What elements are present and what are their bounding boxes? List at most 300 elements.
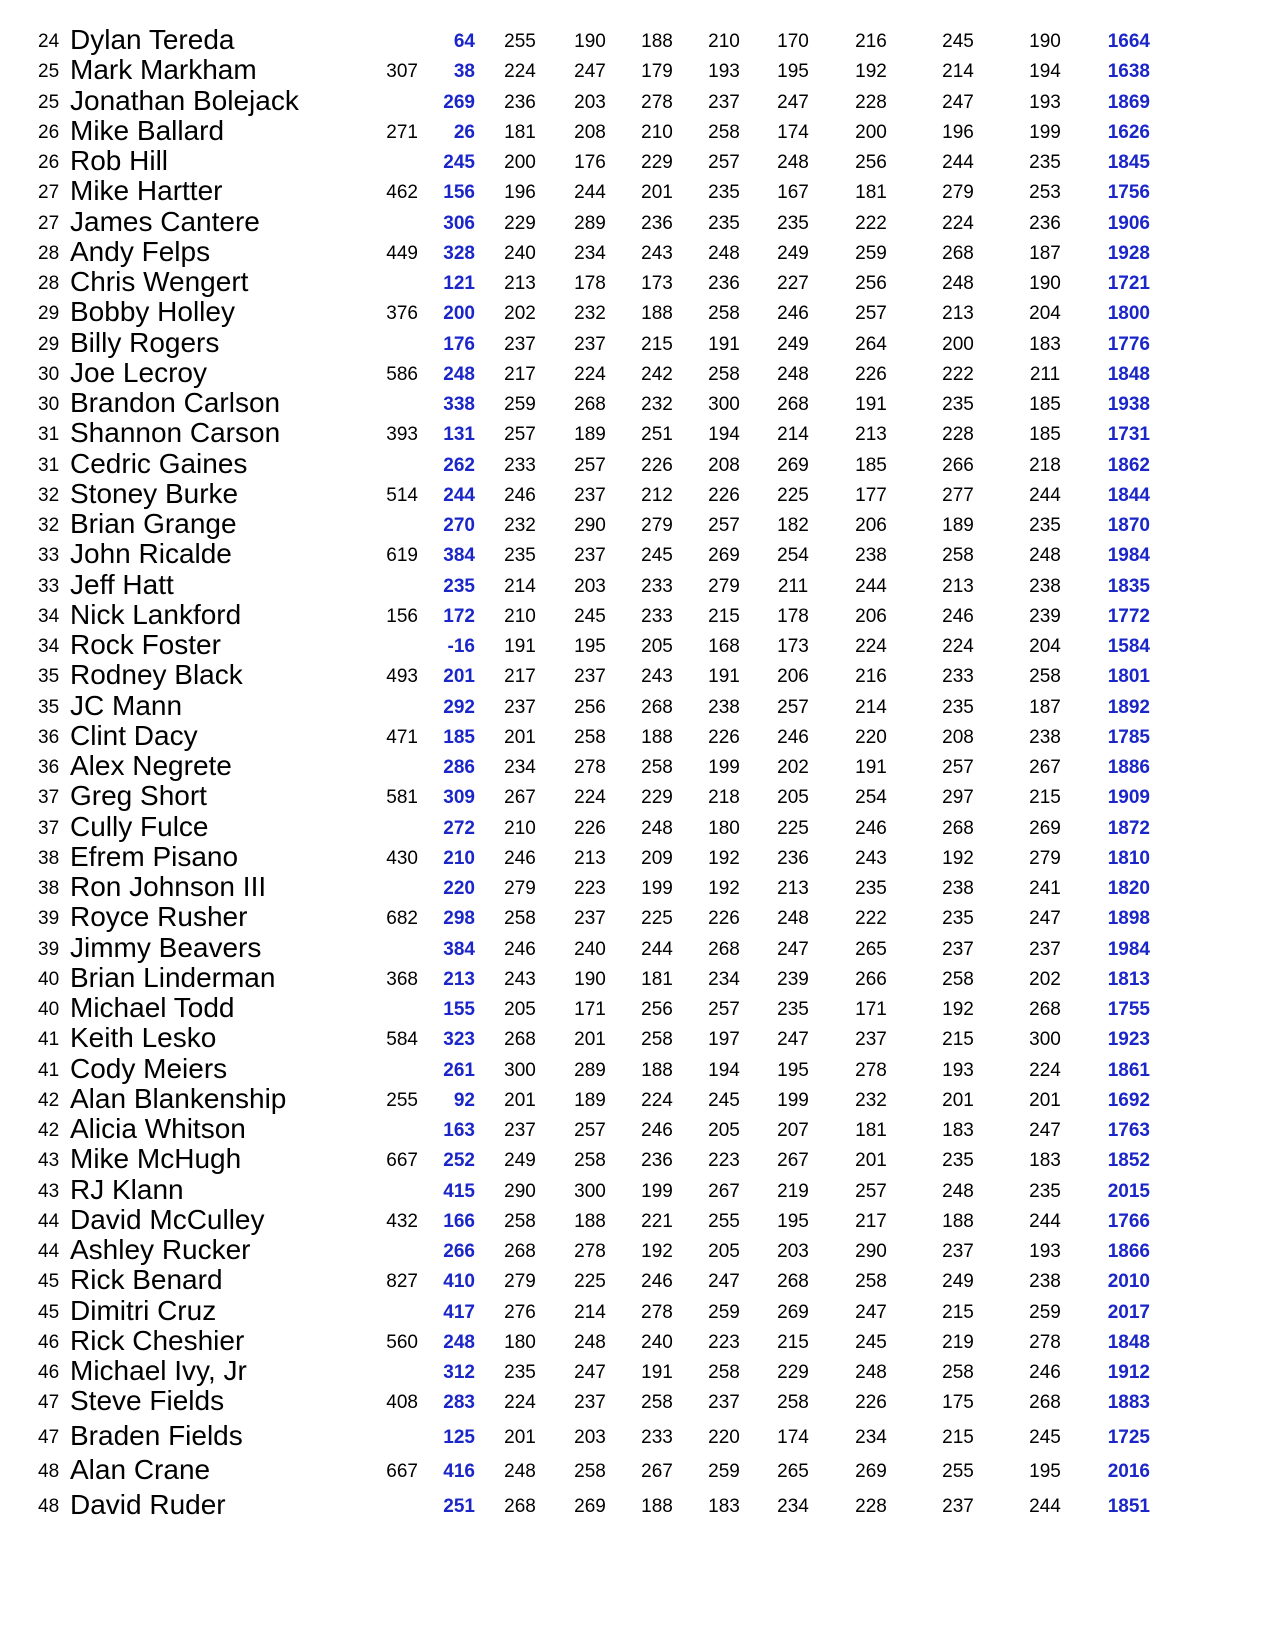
- team-number: 35: [38, 696, 60, 718]
- table-row: [0, 992, 1275, 1025]
- game-score: 201: [504, 726, 536, 748]
- handicap: 248: [443, 1331, 475, 1353]
- game-score: 237: [1029, 938, 1061, 960]
- game-score: 201: [942, 1089, 974, 1111]
- game-score: 246: [777, 726, 809, 748]
- game-score: 278: [641, 91, 673, 113]
- total-score: 1928: [1107, 242, 1150, 264]
- game-score: 192: [942, 999, 974, 1020]
- game-score: 237: [942, 1495, 974, 1517]
- game-score: 258: [708, 363, 740, 385]
- team-number: 47: [38, 1392, 60, 1414]
- game-score: 244: [641, 938, 673, 960]
- bowler-name: Bobby Holley: [70, 296, 235, 328]
- game-score: 245: [942, 31, 974, 52]
- total-score: 1721: [1107, 273, 1150, 294]
- game-score: 248: [641, 817, 673, 839]
- game-score: 180: [504, 1331, 536, 1353]
- team-number: 28: [38, 273, 60, 294]
- game-score: 220: [708, 1426, 740, 1448]
- game-score: 191: [855, 394, 887, 415]
- game-score: 278: [574, 757, 606, 778]
- game-score: 237: [504, 696, 536, 718]
- game-score: 223: [708, 1150, 740, 1172]
- table-row: [0, 1052, 1275, 1086]
- pair-handicap: 307: [386, 61, 418, 83]
- game-score: 232: [641, 394, 673, 415]
- game-score: 203: [574, 575, 606, 597]
- total-score: 1851: [1107, 1495, 1150, 1517]
- game-score: 201: [574, 1029, 606, 1051]
- game-score: 267: [641, 1461, 673, 1483]
- table-row: [0, 961, 1275, 995]
- game-score: 224: [574, 363, 606, 385]
- table-row: [0, 598, 1275, 632]
- game-score: 178: [777, 605, 809, 627]
- game-score: 215: [1029, 787, 1061, 809]
- team-number: 39: [38, 938, 60, 960]
- team-number: 48: [38, 1461, 60, 1483]
- table-row: [0, 901, 1275, 934]
- game-score: 199: [641, 1180, 673, 1202]
- table-row: [0, 1294, 1275, 1328]
- bowler-name: Alan Blankenship: [70, 1082, 287, 1114]
- game-score: 201: [1029, 1089, 1061, 1111]
- game-score: 202: [504, 303, 536, 325]
- game-score: 213: [855, 424, 887, 446]
- table-row: [0, 1324, 1275, 1358]
- game-score: 220: [855, 726, 887, 748]
- game-score: 226: [574, 817, 606, 839]
- game-score: 235: [708, 212, 740, 234]
- game-score: 246: [1029, 1362, 1061, 1383]
- game-score: 235: [1029, 152, 1061, 173]
- game-score: 202: [777, 757, 809, 778]
- game-score: 185: [1029, 394, 1061, 415]
- game-score: 181: [855, 1120, 887, 1141]
- total-score: 1731: [1107, 424, 1150, 446]
- game-score: 208: [574, 121, 606, 143]
- bowler-name: Rick Cheshier: [70, 1324, 245, 1356]
- game-score: 201: [855, 1150, 887, 1172]
- game-score: 258: [641, 1029, 673, 1051]
- handicap: 416: [443, 1461, 475, 1483]
- total-score: 1848: [1107, 1331, 1150, 1353]
- total-score: 2010: [1107, 1271, 1150, 1293]
- game-score: 248: [574, 1331, 606, 1353]
- table-row: [0, 1454, 1275, 1487]
- game-score: 249: [504, 1150, 536, 1172]
- game-score: 246: [504, 938, 536, 960]
- total-score: 1772: [1107, 605, 1150, 627]
- game-score: 237: [942, 938, 974, 960]
- total-score: 1692: [1107, 1089, 1150, 1111]
- table-row: [0, 538, 1275, 571]
- team-number: 42: [38, 1120, 60, 1141]
- game-score: 194: [708, 424, 740, 446]
- game-score: 254: [777, 545, 809, 567]
- game-score: 246: [641, 1120, 673, 1141]
- game-score: 235: [942, 696, 974, 718]
- game-score: 210: [641, 121, 673, 143]
- game-score: 245: [641, 545, 673, 567]
- total-score: 1813: [1107, 968, 1150, 990]
- game-score: 206: [855, 515, 887, 536]
- game-score: 226: [708, 484, 740, 506]
- pair-handicap: 462: [386, 182, 418, 204]
- game-score: 267: [777, 1150, 809, 1172]
- game-score: 238: [708, 696, 740, 718]
- total-score: 1848: [1107, 363, 1150, 385]
- bowler-name: Mark Markham: [70, 54, 257, 86]
- game-score: 213: [942, 575, 974, 597]
- bowler-name: Greg Short: [70, 780, 207, 812]
- game-score: 257: [708, 152, 740, 173]
- handicap: 166: [443, 1210, 475, 1232]
- pair-handicap: 449: [386, 242, 418, 264]
- game-score: 229: [504, 212, 536, 234]
- table-row: [0, 1355, 1275, 1388]
- team-number: 42: [38, 1089, 60, 1111]
- team-number: 43: [38, 1180, 60, 1202]
- handicap: 262: [443, 454, 475, 476]
- game-score: 204: [1029, 303, 1061, 325]
- game-score: 247: [942, 91, 974, 113]
- game-score: 265: [777, 1461, 809, 1483]
- bowler-name: Mike Ballard: [70, 114, 225, 146]
- game-score: 211: [1029, 363, 1061, 385]
- table-row: [0, 175, 1275, 208]
- game-score: 179: [641, 61, 673, 83]
- game-score: 238: [1029, 1271, 1061, 1293]
- team-number: 34: [38, 636, 60, 657]
- total-score: 1725: [1107, 1426, 1150, 1448]
- game-score: 279: [504, 878, 536, 899]
- game-score: 266: [855, 968, 887, 990]
- bowler-name: Cedric Gaines: [70, 447, 248, 479]
- game-score: 213: [574, 847, 606, 869]
- game-score: 245: [574, 605, 606, 627]
- handicap: 200: [443, 303, 475, 325]
- table-row: [0, 1234, 1275, 1267]
- total-score: 1852: [1107, 1150, 1150, 1172]
- game-score: 203: [777, 1241, 809, 1262]
- handicap: 417: [443, 1301, 475, 1323]
- game-score: 258: [574, 1461, 606, 1483]
- team-number: 38: [38, 878, 60, 899]
- handicap: 312: [443, 1362, 475, 1383]
- game-score: 277: [942, 484, 974, 506]
- game-score: 202: [1029, 968, 1061, 990]
- game-score: 269: [855, 1461, 887, 1483]
- table-row: [0, 145, 1275, 178]
- bowler-name: Ashley Rucker: [70, 1234, 251, 1265]
- game-score: 279: [641, 515, 673, 536]
- table-row: [0, 84, 1275, 118]
- total-score: 1898: [1107, 908, 1150, 930]
- total-score: 1664: [1107, 31, 1150, 52]
- game-score: 226: [855, 1392, 887, 1414]
- game-score: 257: [574, 454, 606, 476]
- bowler-name: Steve Fields: [70, 1385, 225, 1417]
- game-score: 257: [504, 424, 536, 446]
- table-row: [0, 1419, 1275, 1453]
- handicap: 220: [443, 878, 475, 899]
- game-score: 267: [1029, 757, 1061, 778]
- game-score: 247: [777, 1029, 809, 1051]
- game-score: 246: [641, 1271, 673, 1293]
- game-score: 258: [777, 1392, 809, 1414]
- handicap: 244: [443, 484, 475, 506]
- handicap: 176: [443, 333, 475, 355]
- game-score: 190: [574, 31, 606, 52]
- bowler-name: Cully Fulce: [70, 810, 209, 842]
- game-score: 195: [574, 636, 606, 657]
- game-score: 218: [708, 787, 740, 809]
- game-score: 200: [942, 333, 974, 355]
- game-score: 219: [942, 1331, 974, 1353]
- game-score: 253: [1029, 182, 1061, 204]
- total-score: 1892: [1107, 696, 1150, 718]
- table-row: [0, 871, 1275, 904]
- game-score: 244: [1029, 484, 1061, 506]
- game-score: 192: [855, 61, 887, 83]
- game-score: 183: [942, 1120, 974, 1141]
- handicap: 272: [443, 817, 475, 839]
- game-score: 224: [942, 636, 974, 657]
- bowler-name: RJ Klann: [70, 1173, 184, 1205]
- team-number: 36: [38, 757, 60, 778]
- game-score: 268: [708, 938, 740, 960]
- handicap: 292: [443, 696, 475, 718]
- game-score: 264: [855, 333, 887, 355]
- game-score: 199: [777, 1089, 809, 1111]
- team-number: 38: [38, 847, 60, 869]
- total-score: 1763: [1107, 1120, 1150, 1141]
- game-score: 183: [1029, 1150, 1061, 1172]
- game-score: 237: [574, 908, 606, 930]
- game-score: 258: [942, 968, 974, 990]
- total-score: 1584: [1107, 636, 1150, 657]
- game-score: 217: [504, 363, 536, 385]
- game-score: 257: [777, 696, 809, 718]
- game-score: 219: [777, 1180, 809, 1202]
- game-score: 235: [855, 878, 887, 899]
- game-score: 210: [504, 605, 536, 627]
- game-score: 189: [574, 424, 606, 446]
- game-score: 237: [574, 1392, 606, 1414]
- game-score: 234: [777, 1495, 809, 1517]
- game-score: 232: [504, 515, 536, 536]
- team-number: 32: [38, 515, 60, 536]
- game-score: 259: [855, 242, 887, 264]
- table-row: [0, 1264, 1275, 1297]
- team-number: 46: [38, 1362, 60, 1383]
- game-score: 233: [504, 454, 536, 476]
- game-score: 183: [1029, 333, 1061, 355]
- game-score: 195: [777, 1210, 809, 1232]
- game-score: 290: [504, 1180, 536, 1202]
- game-score: 188: [641, 1495, 673, 1517]
- game-score: 279: [504, 1271, 536, 1293]
- game-score: 235: [777, 999, 809, 1020]
- bowler-name: Brandon Carlson: [70, 387, 281, 418]
- game-score: 279: [1029, 847, 1061, 869]
- table-row: [0, 296, 1275, 329]
- table-row: [0, 931, 1275, 965]
- bowler-name: Brian Linderman: [70, 961, 276, 993]
- game-score: 223: [574, 878, 606, 899]
- game-score: 240: [504, 242, 536, 264]
- game-score: 300: [708, 394, 740, 415]
- handicap: 323: [443, 1029, 475, 1051]
- game-score: 269: [1029, 817, 1061, 839]
- game-score: 235: [942, 908, 974, 930]
- table-row: [0, 235, 1275, 269]
- bowler-name: Nick Lankford: [70, 598, 242, 630]
- game-score: 232: [574, 303, 606, 325]
- game-score: 174: [777, 1426, 809, 1448]
- team-number: 27: [38, 182, 60, 204]
- pair-handicap: 667: [386, 1461, 418, 1483]
- team-number: 36: [38, 726, 60, 748]
- game-score: 215: [942, 1426, 974, 1448]
- bowler-name: John Ricalde: [70, 538, 232, 570]
- game-score: 244: [574, 182, 606, 204]
- handicap: 185: [443, 726, 475, 748]
- game-score: 268: [942, 242, 974, 264]
- game-score: 222: [942, 363, 974, 385]
- game-score: 206: [777, 666, 809, 688]
- handicap: 201: [443, 666, 475, 688]
- game-score: 236: [641, 212, 673, 234]
- game-score: 235: [504, 545, 536, 567]
- game-score: 300: [574, 1180, 606, 1202]
- game-score: 268: [1029, 1392, 1061, 1414]
- game-score: 235: [777, 212, 809, 234]
- pair-handicap: 376: [386, 303, 418, 325]
- game-score: 224: [942, 212, 974, 234]
- total-score: 1766: [1107, 1210, 1150, 1232]
- pair-handicap: 408: [386, 1392, 418, 1414]
- handicap: 338: [443, 394, 475, 415]
- game-score: 237: [708, 1392, 740, 1414]
- game-score: 200: [504, 152, 536, 173]
- team-number: 29: [38, 303, 60, 325]
- game-score: 300: [504, 1059, 536, 1081]
- game-score: 228: [855, 91, 887, 113]
- table-row: [0, 447, 1275, 481]
- game-score: 290: [574, 515, 606, 536]
- game-score: 278: [574, 1241, 606, 1262]
- game-score: 190: [1029, 273, 1061, 294]
- game-score: 189: [574, 1089, 606, 1111]
- game-score: 233: [641, 1426, 673, 1448]
- game-score: 236: [777, 847, 809, 869]
- bowler-name: Alan Crane: [70, 1454, 211, 1486]
- pair-handicap: 432: [386, 1210, 418, 1232]
- game-score: 247: [1029, 1120, 1061, 1141]
- table-row: [0, 326, 1275, 360]
- game-score: 193: [1029, 91, 1061, 113]
- game-score: 242: [641, 363, 673, 385]
- game-score: 235: [1029, 515, 1061, 536]
- team-number: 32: [38, 484, 60, 506]
- game-score: 248: [708, 242, 740, 264]
- game-score: 234: [504, 757, 536, 778]
- game-score: 269: [777, 1301, 809, 1323]
- game-score: 258: [574, 1150, 606, 1172]
- game-score: 210: [504, 817, 536, 839]
- game-score: 258: [641, 1392, 673, 1414]
- table-row: [0, 810, 1275, 844]
- game-score: 239: [777, 968, 809, 990]
- bowler-name: Mike Hartter: [70, 175, 223, 207]
- game-score: 233: [641, 575, 673, 597]
- game-score: 243: [855, 847, 887, 869]
- game-score: 248: [777, 363, 809, 385]
- table-row: [0, 1143, 1275, 1176]
- game-score: 191: [504, 636, 536, 657]
- handicap: 213: [443, 968, 475, 990]
- game-score: 279: [708, 575, 740, 597]
- total-score: 1820: [1107, 878, 1150, 899]
- bowler-name: Chris Wengert: [70, 266, 249, 297]
- game-score: 195: [777, 61, 809, 83]
- game-score: 167: [777, 182, 809, 204]
- team-number: 24: [38, 31, 60, 52]
- game-score: 191: [855, 757, 887, 778]
- game-score: 235: [942, 394, 974, 415]
- game-score: 245: [708, 1089, 740, 1111]
- team-number: 26: [38, 121, 60, 143]
- handicap: 251: [443, 1495, 475, 1517]
- game-score: 191: [708, 666, 740, 688]
- handicap: 415: [443, 1180, 475, 1202]
- game-score: 251: [641, 424, 673, 446]
- pair-handicap: 682: [386, 908, 418, 930]
- game-score: 241: [1029, 878, 1061, 899]
- handicap: 410: [443, 1271, 475, 1293]
- game-score: 196: [942, 121, 974, 143]
- bowler-name: Jeff Hatt: [70, 568, 174, 600]
- table-row: [0, 1082, 1275, 1116]
- bowler-name: Dimitri Cruz: [70, 1294, 217, 1326]
- game-score: 207: [777, 1120, 809, 1141]
- pair-handicap: 493: [386, 666, 418, 688]
- team-number: 34: [38, 605, 60, 627]
- game-score: 259: [708, 1301, 740, 1323]
- game-score: 203: [574, 91, 606, 113]
- team-number: 35: [38, 666, 60, 688]
- team-number: 28: [38, 242, 60, 264]
- game-score: 181: [641, 968, 673, 990]
- bowler-name: Alicia Whitson: [70, 1113, 246, 1144]
- bowler-name: Clint Dacy: [70, 719, 198, 751]
- game-score: 258: [708, 1362, 740, 1383]
- total-score: 1801: [1107, 666, 1150, 688]
- game-score: 192: [708, 847, 740, 869]
- game-score: 233: [942, 666, 974, 688]
- pair-handicap: 581: [386, 787, 418, 809]
- game-score: 176: [574, 152, 606, 173]
- table-row: [0, 356, 1275, 390]
- handicap: 252: [443, 1150, 475, 1172]
- game-score: 193: [708, 61, 740, 83]
- team-number: 29: [38, 333, 60, 355]
- total-score: 1776: [1107, 333, 1150, 355]
- game-score: 258: [641, 757, 673, 778]
